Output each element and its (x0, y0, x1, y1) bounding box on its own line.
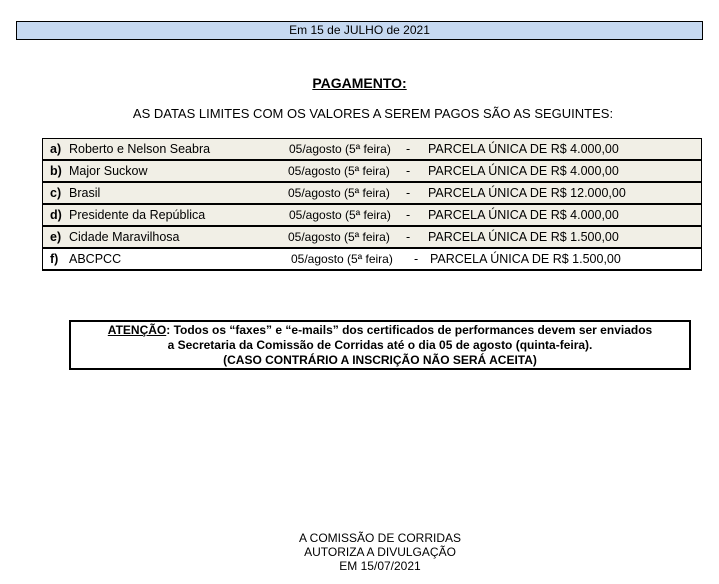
row-amount: PARCELA ÚNICA DE R$ 1.500,00 (428, 230, 619, 244)
row-amount: PARCELA ÚNICA DE R$ 4.000,00 (428, 164, 619, 178)
footer-line-2: AUTORIZA A DIVULGAÇÃO (304, 545, 456, 559)
row-letter: e) (50, 230, 62, 244)
row-amount: PARCELA ÚNICA DE R$ 4.000,00 (428, 208, 619, 222)
date-header: Em 15 de JULHO de 2021 (16, 21, 703, 40)
row-date: 05/agosto (5ª feira) (289, 208, 391, 222)
footer-line-1: A COMISSÃO DE CORRIDAS (298, 531, 462, 545)
row-letter: c) (50, 186, 62, 200)
row-letter: b) (50, 164, 62, 178)
page-subtitle: AS DATAS LIMITES COM OS VALORES A SEREM PAGOS SÃO AS SEGUINTES: (132, 106, 614, 121)
footer-signature (0, 531, 719, 573)
row-dash: - (406, 186, 411, 200)
row-date: 05/agosto (5ª feira) (288, 186, 390, 200)
row-name: Major Suckow (69, 164, 148, 178)
row-dash: - (406, 164, 411, 178)
table-row (43, 249, 701, 271)
table-row (43, 139, 701, 161)
row-letter: a) (50, 142, 62, 156)
row-name: ABCPCC (69, 252, 122, 266)
row-amount: PARCELA ÚNICA DE R$ 4.000,00 (428, 142, 619, 156)
row-dash: - (406, 230, 411, 244)
attention-text-1: : Todos os “faxes” e “e-mails” dos certificados de performances devem ser enviados (166, 323, 653, 337)
row-name: Roberto e Nelson Seabra (69, 142, 211, 156)
row-name: Presidente da República (69, 208, 206, 222)
row-name: Cidade Maravilhosa (69, 230, 180, 244)
table-row (43, 205, 701, 227)
attention-line-1 (71, 323, 689, 338)
attention-line-2: a Secretaria da Comissão de Corridas até o dia 05 de agosto (quinta-feira). (167, 338, 593, 352)
attention-notice (69, 320, 691, 370)
payment-table (42, 138, 702, 271)
row-name: Brasil (69, 186, 101, 200)
row-dash: - (414, 252, 419, 266)
row-letter: d) (50, 208, 62, 222)
attention-label: ATENÇÃO (107, 323, 167, 337)
row-date: 05/agosto (5ª feira) (288, 164, 390, 178)
footer-line-3: EM 15/07/2021 (339, 559, 421, 573)
table-row (43, 227, 701, 249)
row-date: 05/agosto (5ª feira) (291, 252, 393, 266)
row-amount: PARCELA ÚNICA DE R$ 1.500,00 (430, 252, 621, 266)
row-dash: - (406, 208, 411, 222)
row-letter: f) (50, 252, 59, 266)
table-row (43, 183, 701, 205)
row-dash: - (406, 142, 411, 156)
row-date: 05/agosto (5ª feira) (288, 230, 390, 244)
row-amount: PARCELA ÚNICA DE R$ 12.000,00 (428, 186, 626, 200)
page-title: PAGAMENTO: (312, 75, 407, 91)
attention-line-3: (CASO CONTRÁRIO A INSCRIÇÃO NÃO SERÁ ACEITA) (223, 353, 537, 367)
row-date: 05/agosto (5ª feira) (289, 142, 391, 156)
table-row (43, 161, 701, 183)
